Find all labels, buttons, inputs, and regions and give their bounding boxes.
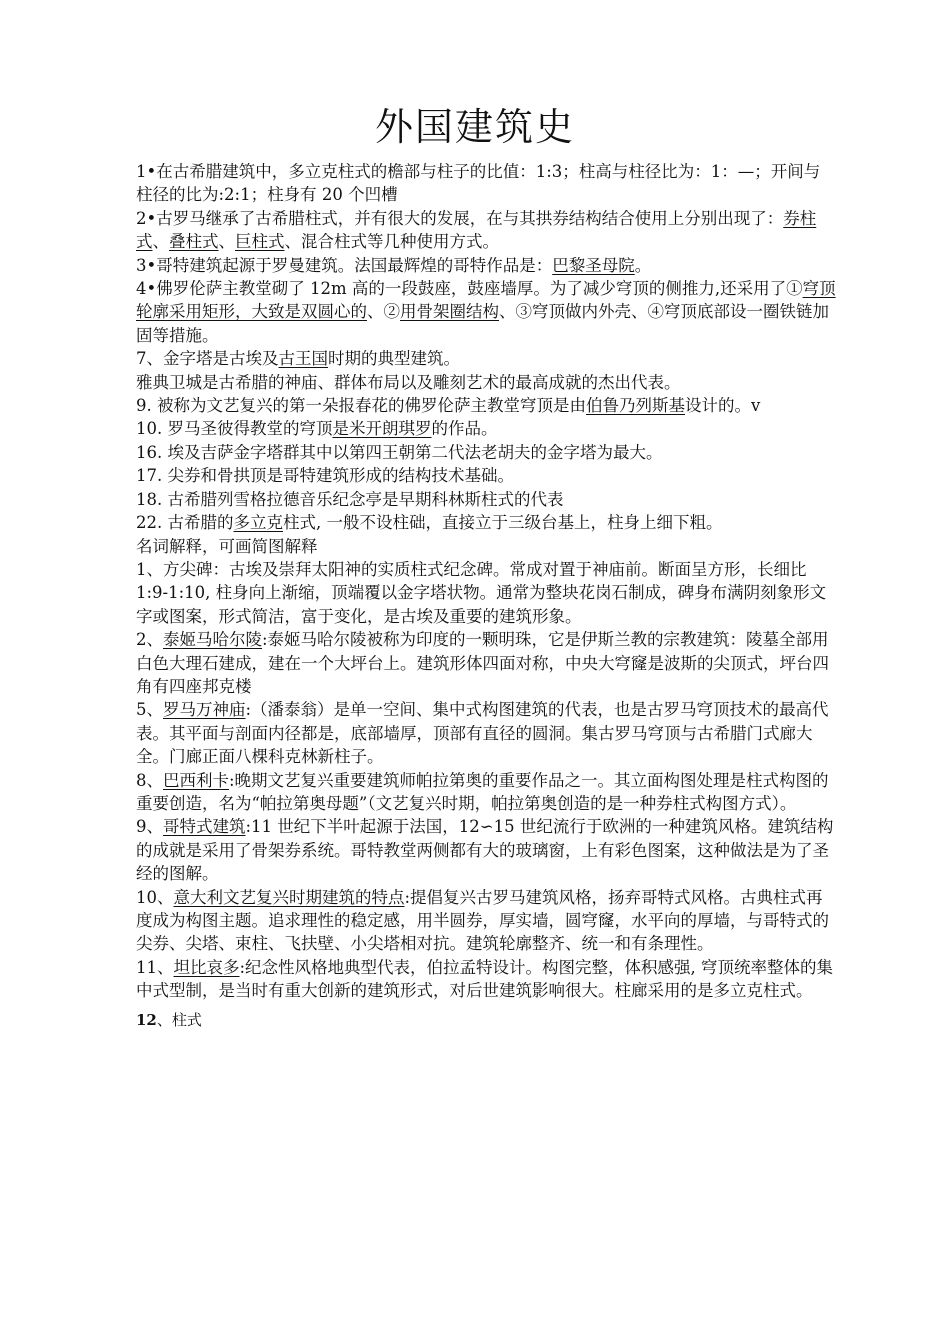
underlined-term: 意大利文艺复兴时期建筑的特点 xyxy=(173,887,405,907)
underlined-term: 古王国 xyxy=(278,349,328,369)
paragraph-5: 7、金字塔是古埃及古王国时期的典型建筑。 xyxy=(136,349,460,369)
paragraph-21: 12、柱式 xyxy=(136,1010,202,1029)
underlined-term: 巨柱式 xyxy=(235,232,285,252)
paragraph-15: 2、泰姬马哈尔陵:泰姬马哈尔陵被称为印度的一颗明珠，它是伊斯兰教的宗教建筑：陵墓全部用白色大理石建成，建在一个大坪台上。建筑形体四面对称，中央大穹窿是波斯的尖顶式，坪台四角有四座邦克楼 xyxy=(136,630,829,696)
underlined-term: 罗马万神庙 xyxy=(163,700,246,720)
item-number: 12 xyxy=(136,1010,157,1029)
section-heading: 名词解释，可画简图解释 xyxy=(136,536,318,556)
paragraph-11: 18. 古希腊列雪格拉德音乐纪念亭是早期科林斯柱式的代表 xyxy=(136,489,564,509)
paragraph-7: 9. 被称为文艺复兴的第一朵报春花的佛罗伦萨主教堂穹顶是由伯鲁乃列斯基设计的。v xyxy=(136,396,761,416)
paragraph-4: 4•佛罗伦萨主教堂砌了 12m 高的一段鼓座，鼓座墙厚。为了减少穹顶的侧推力,还采用了①穹顶轮廓采用矩形，大致是双圆心的、②用骨架圈结构、③穹顶做内外壳、④穹顶底部设一圈铁链加固等措施。 xyxy=(136,279,836,345)
paragraph-6: 雅典卫城是古希腊的神庙、群体布局以及雕刻艺术的最高成就的杰出代表。 xyxy=(136,372,681,392)
paragraph-3: 3•哥特建筑起源于罗曼建筑。法国最辉煌的哥特作品是：巴黎圣母院。 xyxy=(136,255,652,275)
underlined-term: 用骨架圈结构 xyxy=(400,302,499,322)
underlined-term: 巴西利卡 xyxy=(163,770,229,790)
page-title: 外国建筑史 xyxy=(374,105,575,149)
underlined-term: 坦比哀多 xyxy=(173,957,240,977)
paragraph-1: 1•在古希腊建筑中，多立克柱式的檐部与柱子的比值：1:3；柱高与柱径比为：1：—；开间与柱径的比为:2:1；柱身有 20 个凹槽 xyxy=(136,162,821,205)
paragraph-9: 16. 埃及吉萨金字塔群其中以第四王朝第二代法老胡夫的金字塔为最大。 xyxy=(136,442,663,462)
document-body xyxy=(136,160,836,1032)
underlined-term: 叠柱式 xyxy=(169,232,219,252)
paragraph-10: 17. 尖券和骨拱顶是哥特建筑形成的结构技术基础。 xyxy=(136,466,514,486)
paragraph-20: 11、坦比哀多:纪念性风格地典型代表，伯拉孟特设计。构图完整，体积感强, 穹顶统率整体的集中式型制，是当时有重大创新的建筑形式，对后世建筑影响很大。柱廊采用的是多立克柱式。 xyxy=(136,957,834,1001)
underlined-term: 伯鲁乃列斯基 xyxy=(586,396,685,416)
underlined-term: 泰姬马哈尔陵 xyxy=(163,630,262,650)
paragraph-2: 2•古罗马继承了古希腊柱式，并有很大的发展，在与其拱券结构结合使用上分别出现了：券柱式、叠柱式、巨柱式、混合柱式等几种使用方式。 xyxy=(136,208,817,252)
underlined-term: 穹顶轮廓采用矩形，大致是双圆心的 xyxy=(136,279,836,322)
paragraph-19: 10、意大利文艺复兴时期建筑的特点:提倡复兴古罗马建筑风格，扬弃哥特式风格。古典柱式再度成为构图主题。追求理性的稳定感，用半圆券，厚实墙，圆穹窿，水平向的厚墙，与哥特式的尖券、尖塔、束柱、飞扶壁、小尖塔相对抗。建筑轮廓整齐、统一和有条理性。 xyxy=(136,887,829,954)
underlined-term: 多立克 xyxy=(233,513,283,533)
underlined-term: 是米开朗琪罗 xyxy=(332,419,432,439)
paragraph-17: 8、巴西利卡:晚期文艺复兴重要建筑师帕拉第奥的重要作品之一。其立面构图处理是柱式构图的重要创造，名为“帕拉第奥母题”（文艺复兴时期，帕拉第奥创造的是一种券柱式构图方式）。 xyxy=(136,770,829,813)
paragraph-8: 10. 罗马圣彼得教堂的穹顶是米开朗琪罗的作品。 xyxy=(136,419,498,439)
underlined-term: 券柱式 xyxy=(136,208,817,252)
underlined-term: 哥特式建筑 xyxy=(163,817,246,837)
paragraph-14: 1、方尖碑：古埃及崇拜太阳神的实质柱式纪念碑。常成对置于神庙前。断面呈方形，长细比 1:9-1:10, 柱身向上渐缩，顶端覆以金字塔状物。通常为整块花岗石制成，碑身布满阴刻象形文字或图案，形式简洁，富于变化，是古埃及重要的建筑形象。 xyxy=(136,559,827,626)
underlined-term: 巴黎圣母院 xyxy=(552,255,635,275)
paragraph-12: 22. 古希腊的多立克柱式, 一般不设柱础，直接立于三级台基上，柱身上细下粗。 xyxy=(136,513,723,533)
paragraph-16: 5、罗马万神庙:（潘泰翁）是单一空间、集中式构图建筑的代表，也是古罗马穹顶技术的最高代表。其平面与剖面内径都是，底部墙厚，顶部有直径的圆洞。集古罗马穹顶与古希腊门式廊大全。门廊正面八棵科克林新柱子。 xyxy=(136,700,829,767)
paragraph-18: 9、哥特式建筑:11 世纪下半叶起源于法国，12∽15 世纪流行于欧洲的一种建筑风格。建筑结构的成就是采用了骨架券系统。哥特教堂两侧都有大的玻璃窗，上有彩色图案，这种做法是为了圣经的图解。 xyxy=(136,817,834,884)
